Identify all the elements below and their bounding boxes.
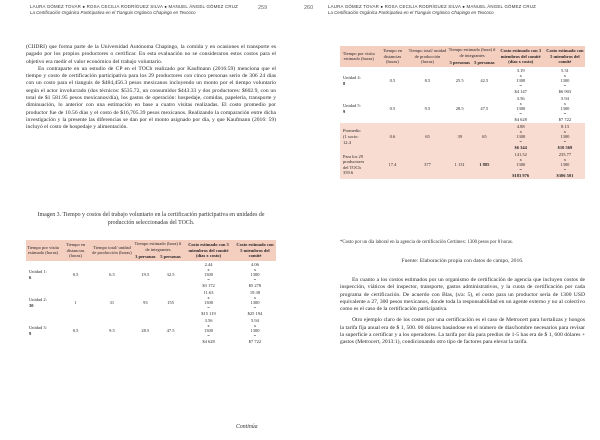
running-header bbox=[328, 4, 590, 16]
table-cell: 0.5 bbox=[60, 317, 91, 345]
continues-label: Continúa bbox=[236, 424, 258, 430]
col-header: Costo estimado con 3 miembros del comité (días x costo) bbox=[497, 46, 545, 67]
table-cell: 5.94 x 1300 = $7 722 bbox=[234, 317, 276, 345]
table-cell: 25.5 bbox=[447, 67, 472, 95]
col-header: Tiempo total/ unidad de producción (horas) bbox=[408, 46, 448, 67]
header-authors: LAURA GÓMEZ TOVAR ● ROSA CECILIA RODRÍGUEZ SILVA ● MANUEL ÁNGEL GÓMEZ CRUZ bbox=[30, 4, 238, 9]
table-cell: 39 bbox=[447, 123, 472, 151]
table-cell: 4.88 x 1300 = $6 344 bbox=[497, 123, 545, 151]
table-cell: 47.5 bbox=[158, 317, 183, 345]
table-cell: 6.5 bbox=[91, 261, 133, 289]
page-number: 260 bbox=[304, 5, 314, 11]
table-cell: 19.38 x 1300 = $25 194 bbox=[234, 289, 276, 317]
table-cell: 8.5 bbox=[408, 67, 448, 95]
table-cell: 3.19 x 1300 = $4 147 bbox=[497, 67, 545, 95]
table-cell: 0.5 bbox=[377, 67, 407, 95]
table-cell: 4.06 x 1300 = $5 278 bbox=[234, 261, 276, 289]
table-cell: 1 885 bbox=[472, 151, 497, 179]
table-cell: 31 bbox=[91, 289, 133, 317]
table-cell: 3.56 x 1300 = $4 628 bbox=[183, 317, 234, 345]
table-row bbox=[26, 317, 276, 345]
table-cell: 141.52 x 1300 = $183 976 bbox=[497, 151, 545, 179]
col-subheader: 5 personas bbox=[472, 59, 497, 67]
col-header: Tiempo en distancias (horas) bbox=[377, 46, 407, 67]
right-page bbox=[300, 0, 600, 440]
page-number: 259 bbox=[258, 5, 268, 11]
row-label: Unidad 2: 30 bbox=[26, 289, 60, 317]
table-cell: 28.5 bbox=[447, 95, 472, 123]
header-title: La Certificación Orgánica Participativa en el Tianguis Orgánico Chapingo en Texcoco bbox=[328, 10, 494, 15]
body-text bbox=[340, 277, 585, 351]
table-cell: 28.5 bbox=[133, 317, 158, 345]
col-header: Costo estimado con 5 miembros del comité bbox=[234, 240, 276, 261]
table-cell: 377 bbox=[408, 151, 448, 179]
col-subheader: 3 personas bbox=[447, 59, 472, 67]
figure-caption: Imagen 3. Tiempo y costos del trabajo voluntario en la certificación participativa en unidades de producción seleccionadas del TOCh. bbox=[37, 212, 265, 226]
table-cell: 1 131 bbox=[447, 151, 472, 179]
table-cell: 5.94 x 1300 = $7 722 bbox=[545, 95, 585, 123]
body-text bbox=[26, 44, 276, 132]
table-cell: 1 bbox=[60, 289, 91, 317]
row-label: Unidad 1: 6 bbox=[26, 261, 60, 289]
table-cell: 9.5 bbox=[408, 95, 448, 123]
col-header: Costo estimado con 3 miembros del comité (días x costo) bbox=[183, 240, 234, 261]
table-cell: 0.6 bbox=[377, 123, 407, 151]
table-cell: 155 bbox=[158, 289, 183, 317]
table-cell: 19.5 bbox=[133, 261, 158, 289]
table-row-total bbox=[340, 151, 585, 179]
col-header: Tiempo por visita estimado (horas) bbox=[340, 46, 377, 67]
col-header: Tiempo estimado (hora) # de integrantes bbox=[134, 241, 182, 252]
table-cell: 32.5 bbox=[158, 261, 183, 289]
running-header bbox=[30, 4, 292, 16]
table-row bbox=[340, 95, 585, 123]
table-row bbox=[340, 67, 585, 95]
table-cell: 3.56 x 1300 = $4 628 bbox=[497, 95, 545, 123]
table-cell: 0.5 bbox=[377, 95, 407, 123]
paragraph: En contraparte en un estudio de CP en el TOCh realizado por Kaufmann (2016:59) menciona que el tiempo y costo de certificación participativa para los 29 productores con cinco personas serio de 306 24 días con un costo para el tianguis de $484,456.3 pesos mexicanos incluyendo un monto por el tiempo voluntario según el actor involucrado (dos técnicos: $535.72, un consumidor $443.33 y dos productores: $602.9, con un total de $1 581.95 pesos mexicanos/día), los gastos de operación: hospedaje, comidas, papelería, transporte y diminuación, lo anterior con una estimación en base a cuatro visitas realizadas. El costo promedio por productor fue de 10.56 días y el costo de $16,705.39 pesos mexicanos. Realizando la comparación entre dicha investigación y la presente las diferencias se dan por el monto asignado por día, y que Kaufmann (2016: 59) incluyó el costo de hospedaje y alimentación. bbox=[26, 65, 276, 131]
col-header: Costo estimado con 5 miembros del comité bbox=[545, 46, 585, 67]
table-cell: 11.63 x 1300 = $15 119 bbox=[183, 289, 234, 317]
col-header: Tiempo estimado (hora) # de integrantes bbox=[448, 47, 496, 58]
table-cell: 65 bbox=[472, 123, 497, 151]
col-subheader: 3 personas bbox=[133, 253, 158, 261]
col-header: Tiempo en distancias (horas) bbox=[60, 240, 91, 261]
table-row-average bbox=[340, 123, 585, 151]
table-cell: 65 bbox=[408, 123, 448, 151]
table-row bbox=[26, 289, 276, 317]
table-cell: 5.31 x 1300 = $6 903 bbox=[545, 67, 585, 95]
paragraph: Otro ejemplo claro de los costos por una certificación es el caso de Metrocert para hortalizas y hongos la tarifa fija anual era de $ 1, 500. 00 dólares basándose en el número de días/hombre necesarios para revisar la superficie a certificar y a los operadores. La tarifa por día para predios de 1-5 has era de $ 1, 600 dólares + gastos (Metrocert, 2013:1), condicionando otro tipo de factores para elevar la tarifa. bbox=[340, 317, 585, 346]
table-cell: 235.77 x 1300 = $306 501 bbox=[545, 151, 585, 179]
table-cell: 8.13 x 1300 = $10 569 bbox=[545, 123, 585, 151]
paragraph: (CIIDRI) que forma parte de la Universidad Autónoma Chapingo, la comida y en ocasiones el transporte es pagado por los propios productores o certificar. En esta evaluación no se consideraron estos costos para el objetivo era medir el valor económico del trabajo voluntario. bbox=[26, 44, 276, 65]
table-note: *Costo por un día laboral en la agencia de certificación Certimex: 1300 pesos por 8 horas. bbox=[340, 240, 513, 245]
col-header: Tiempo total/ unidad de producción (horas) bbox=[91, 240, 133, 261]
header-title: La Certificación Orgánica Participativa en el Tianguis Orgánico Chapingo en Texcoco bbox=[30, 10, 196, 15]
row-label: Para los 29 productores del TOCh 359.6 bbox=[340, 151, 377, 179]
row-label: Unidad 4: 8 bbox=[340, 67, 377, 95]
table-cell: 93 bbox=[133, 289, 158, 317]
row-label: Unidad 5: 9 bbox=[340, 95, 377, 123]
header-authors: LAURA GÓMEZ TOVAR ● ROSA CECILIA RODRÍGUEZ SILVA ● MANUEL ÁNGEL GÓMEZ CRUZ bbox=[328, 4, 536, 9]
table-source: Fuente: Elaboración propia con datos de campo, 2016. bbox=[401, 258, 524, 264]
table-cell: 9.5 bbox=[91, 317, 133, 345]
col-subheader: 5 personas bbox=[158, 253, 183, 261]
paragraph: En cuanto a los costos estimados por un organismo de certificación de agencia que incluyen costos de inspección, viáticos del inspector, transporte, gastos administrativos, y la cuota de certificación por cada programa de certificación. De acuerdo con Blas, (s/a: 5), el costo para un productor sería de 1300 USD equivalente a 27, 300 pesos mexicanos, donde toda la responsabilidad en un agente externo y no al colectivo como es el caso de la certificación participativa. bbox=[340, 277, 585, 313]
table-cell: 42.5 bbox=[472, 67, 497, 95]
costs-table-continued bbox=[340, 46, 585, 179]
row-label: Promedio (1 socio: 12.4 bbox=[340, 123, 377, 151]
table-cell: 47.5 bbox=[472, 95, 497, 123]
table-cell: 17.4 bbox=[377, 151, 407, 179]
costs-table bbox=[26, 240, 276, 345]
table-cell: 0.5 bbox=[60, 261, 91, 289]
row-label: Unidad 3: 9 bbox=[26, 317, 60, 345]
table-row bbox=[26, 261, 276, 289]
table-cell: 2.44 x 1300 = $3 172 bbox=[183, 261, 234, 289]
col-header: Tiempo por visita estimado (horas) bbox=[26, 240, 60, 261]
